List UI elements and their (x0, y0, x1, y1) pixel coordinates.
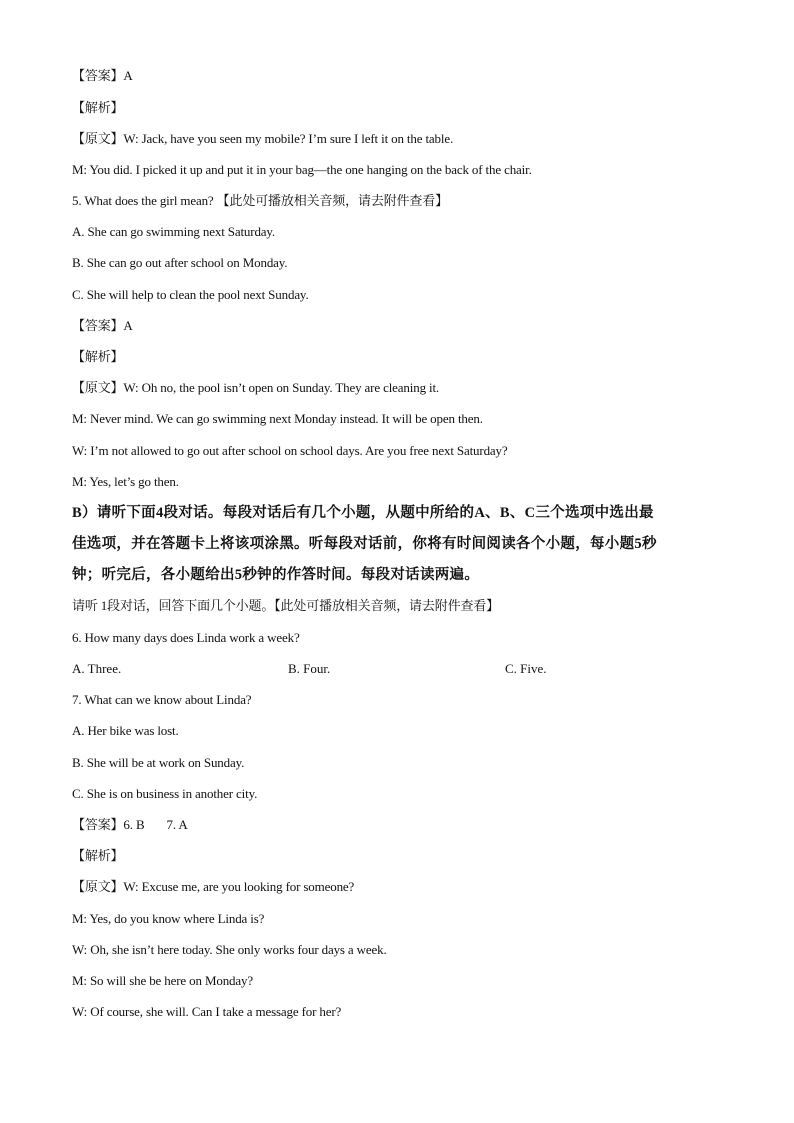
transcript-line: W: Of course, she will. Can I take a message for her? (72, 1004, 342, 1019)
question-5: 5. What does the girl mean? 【此处可播放相关音频，请去附件查看】 (72, 193, 448, 208)
question-6: 6. How many days does Linda work a week? (72, 630, 300, 645)
option-b: B. She can go out after school on Monday. (72, 255, 288, 270)
option-b: B. She will be at work on Sunday. (72, 755, 245, 770)
transcript-line: W: I’m not allowed to go out after school on school days. Are you free next Saturday? (72, 443, 508, 458)
answer-label: 【答案】A (72, 318, 133, 333)
answer-label: 【答案】 (72, 817, 124, 832)
section-instructions: 佳选项，并在答题卡上将该项涂黑。听每段对话前，你将有时间阅读各个小题，每小题5秒 (72, 536, 657, 552)
section-instructions: 钟；听完后，各小题给出5秒钟的作答时间。每段对话读两遍。 (72, 567, 480, 583)
transcript-line: M: So will she be here on Monday? (72, 973, 253, 988)
transcript-line: M: Never mind. We can go swimming next Monday instead. It will be open then. (72, 411, 483, 426)
answer-label: 【答案】A (72, 68, 133, 83)
question-7: 7. What can we know about Linda? (72, 692, 252, 707)
option-a: A. Her bike was lost. (72, 723, 179, 738)
analysis-label: 【解析】 (72, 100, 124, 115)
transcript-line: W: Oh, she isn’t here today. She only works four days a week. (72, 942, 387, 957)
option-c: C. Five. (505, 661, 547, 676)
answer-6: 6. B (123, 817, 145, 832)
option-c: C. She will help to clean the pool next Sunday. (72, 287, 309, 302)
transcript-line: M: You did. I picked it up and put it in your bag—the one hanging on the back of the chair. (72, 162, 532, 177)
transcript-line: 【原文】W: Jack, have you seen my mobile? I’m sure I left it on the table. (72, 131, 454, 146)
transcript-line: 【原文】W: Oh no, the pool isn’t open on Sunday. They are cleaning it. (72, 380, 440, 395)
transcript-line: M: Yes, do you know where Linda is? (72, 911, 265, 926)
answer-7: 7. A (166, 817, 188, 832)
option-b: B. Four. (288, 661, 331, 676)
analysis-label: 【解析】 (72, 848, 124, 863)
option-a: A. Three. (72, 661, 122, 676)
option-c: C. She is on business in another city. (72, 786, 258, 801)
section-instructions: B）请听下面4段对话。每段对话后有几个小题，从题中所给的A、B、C三个选项中选出最 (72, 505, 654, 521)
answer-row (72, 816, 188, 834)
transcript-line: 【原文】W: Excuse me, are you looking for someone? (72, 879, 355, 894)
dialogue-prompt: 请听 1段对话，回答下面几个小题。【此处可播放相关音频，请去附件查看】 (72, 598, 500, 613)
transcript-line: M: Yes, let’s go then. (72, 474, 179, 489)
analysis-label: 【解析】 (72, 349, 124, 364)
option-a: A. She can go swimming next Saturday. (72, 224, 276, 239)
